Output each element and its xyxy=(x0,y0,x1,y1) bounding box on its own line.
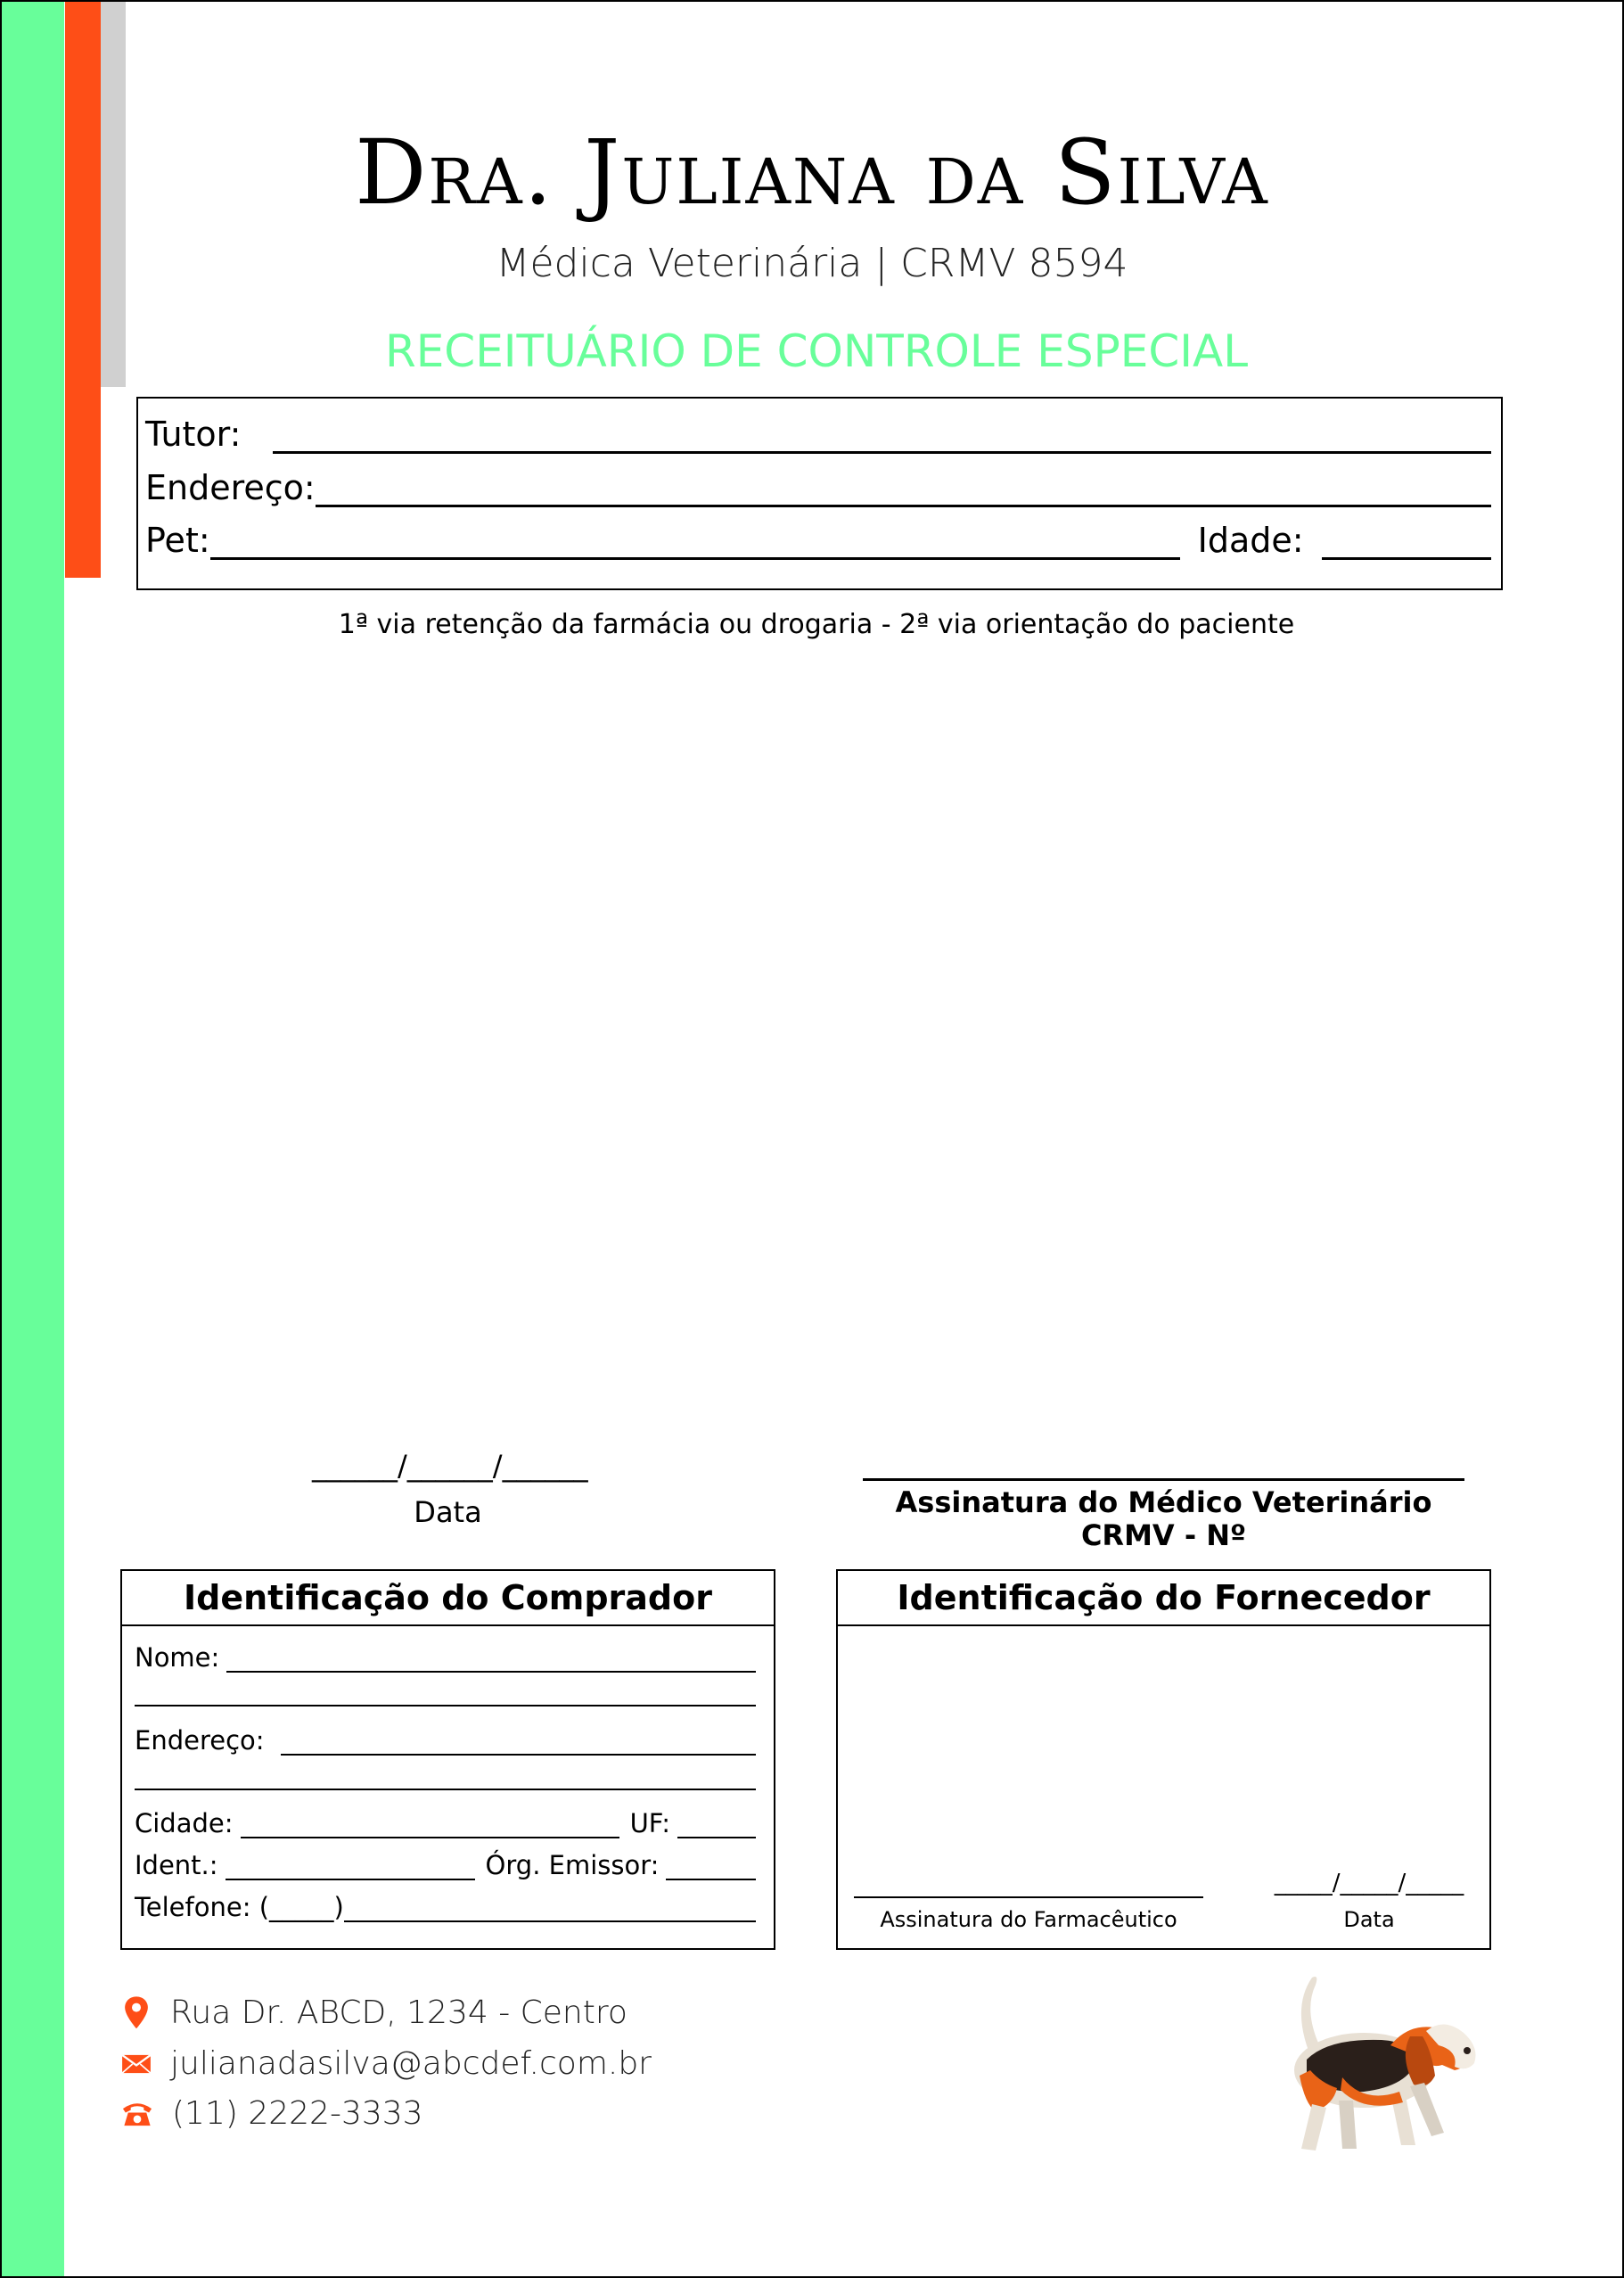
pet-row xyxy=(145,521,1491,560)
buyer-city-field[interactable] xyxy=(241,1815,619,1838)
location-pin-icon xyxy=(120,1995,152,2031)
pet-field[interactable] xyxy=(210,530,1180,560)
document-type: RECEITUÁRIO DE CONTROLE ESPECIAL xyxy=(384,325,1249,377)
supplier-date-line: _____/_____/_____ xyxy=(1274,1870,1464,1896)
buyer-identification-box xyxy=(120,1569,775,1950)
address-label: Endereço: xyxy=(145,468,316,507)
buyer-title: Identificação do Comprador xyxy=(122,1571,774,1626)
doctor-subtitle: Médica Veterinária | CRMV 8594 xyxy=(496,241,1128,286)
supplier-title: Identificação do Fornecedor xyxy=(838,1571,1489,1626)
vet-signature-label: Assinatura do Médico Veterinário xyxy=(895,1485,1432,1519)
envelope-icon xyxy=(120,2052,152,2076)
crmv-label: CRMV - Nº xyxy=(1080,1518,1247,1552)
supplier-identification-box xyxy=(836,1569,1491,1950)
vet-signature-line xyxy=(863,1478,1464,1481)
doctor-name: Dra. Juliana da Silva xyxy=(355,120,1269,225)
tutor-row xyxy=(145,415,1491,454)
contact-address xyxy=(120,1994,627,2031)
pet-label: Pet: xyxy=(145,521,210,560)
buyer-name-row-2 xyxy=(135,1683,756,1706)
contact-email-text: julianadasilva@abcdef.com.br xyxy=(170,2045,652,2082)
date-line: ______/______/______ xyxy=(312,1449,588,1483)
patient-box xyxy=(136,397,1503,590)
buyer-uf-label: UF: xyxy=(629,1808,670,1838)
contact-email xyxy=(120,2045,652,2082)
copy-note: 1ª via retenção da farmácia ou drogaria - 2ª via orientação do paciente xyxy=(338,609,1295,640)
age-field[interactable] xyxy=(1322,530,1491,560)
pharmacist-signature-label: Assinatura do Farmacêutico xyxy=(880,1907,1177,1932)
buyer-name-field-2[interactable] xyxy=(135,1683,756,1706)
buyer-uf-field[interactable] xyxy=(677,1815,756,1838)
beagle-dog-illustration xyxy=(1257,1970,1489,2158)
pharmacist-signature-line xyxy=(854,1896,1203,1898)
address-field[interactable] xyxy=(316,478,1491,507)
contact-address-text: Rua Dr. ABCD, 1234 - Centro xyxy=(170,1994,627,2031)
buyer-name-row xyxy=(135,1642,756,1673)
buyer-city-label: Cidade: xyxy=(135,1808,234,1838)
buyer-phone-row xyxy=(135,1892,756,1922)
buyer-address-field[interactable] xyxy=(281,1732,756,1756)
date-label: Data xyxy=(414,1495,482,1529)
buyer-address-row xyxy=(135,1725,756,1756)
buyer-city-row xyxy=(135,1808,756,1838)
buyer-address-label: Endereço: xyxy=(135,1725,265,1756)
contact-phone xyxy=(120,2095,423,2132)
buyer-ident-label: Ident.: xyxy=(135,1850,218,1880)
age-label: Idade: xyxy=(1197,521,1304,560)
address-row xyxy=(145,468,1491,507)
buyer-address-field-2[interactable] xyxy=(135,1767,756,1790)
buyer-name-label: Nome: xyxy=(135,1642,220,1673)
buyer-phone-label: Telefone: (_____) xyxy=(135,1892,344,1922)
buyer-issuer-label: Órg. Emissor: xyxy=(485,1850,660,1880)
buyer-address-row-2 xyxy=(135,1767,756,1790)
contact-phone-text: (11) 2222-3333 xyxy=(172,2095,423,2132)
telephone-icon xyxy=(120,2099,154,2129)
buyer-name-field[interactable] xyxy=(226,1649,756,1673)
tutor-label: Tutor: xyxy=(145,415,242,454)
supplier-date-label: Data xyxy=(1343,1907,1395,1932)
buyer-ident-row xyxy=(135,1850,756,1880)
buyer-issuer-field[interactable] xyxy=(666,1857,756,1880)
tutor-field[interactable] xyxy=(273,424,1491,454)
buyer-phone-field[interactable] xyxy=(344,1899,756,1922)
buyer-ident-field[interactable] xyxy=(226,1857,475,1880)
